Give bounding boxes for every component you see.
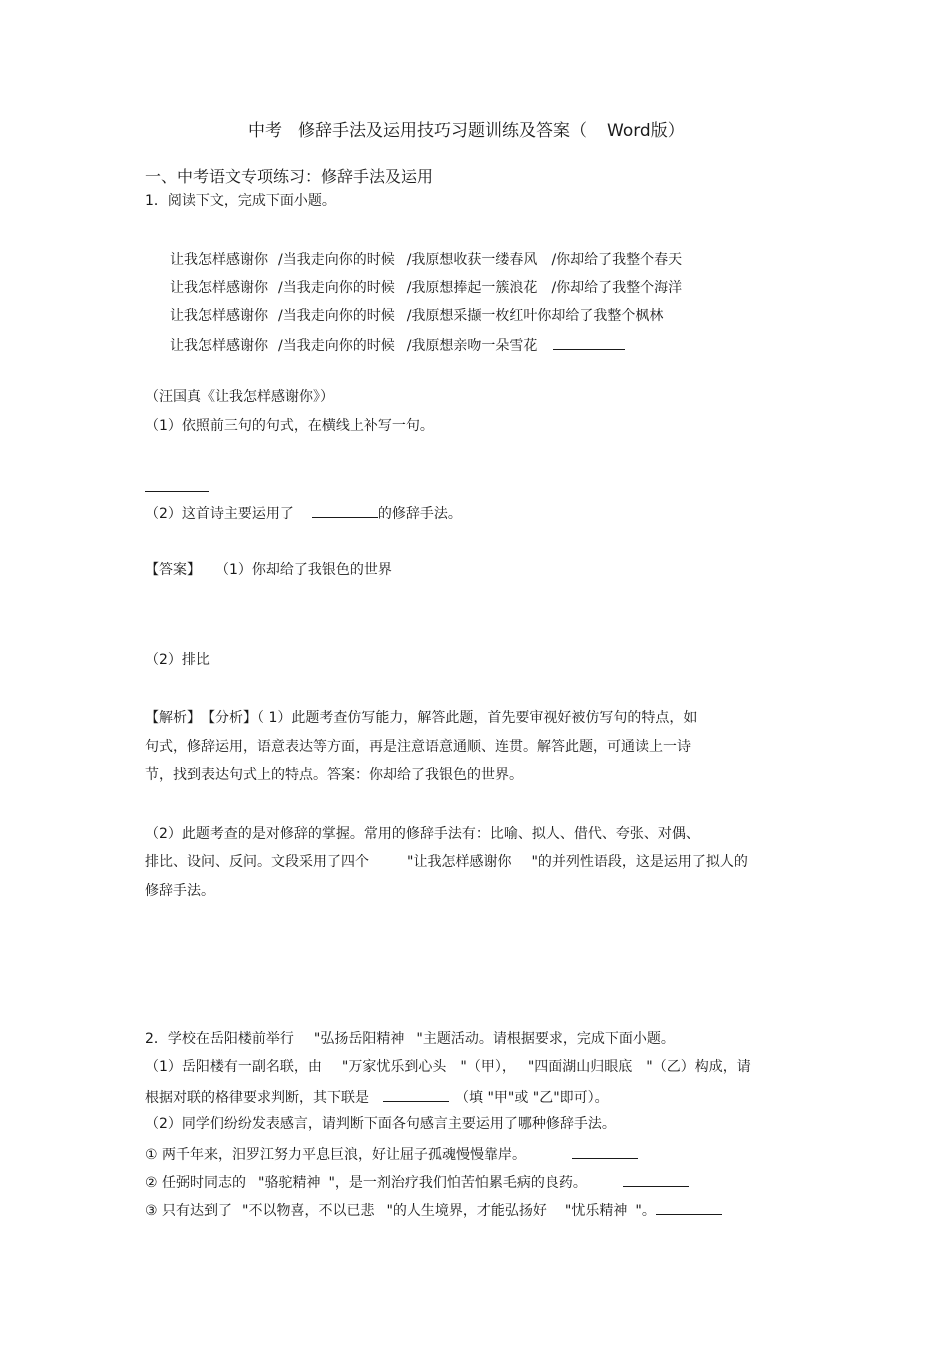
answer-tag: 【答案】 bbox=[145, 562, 201, 578]
subquestion-2-1: （1）岳阳楼有一副名联，由 "万家忧乐到心头 "（甲）， "四面湖山归眼底 "（乙）构成，请 bbox=[145, 1059, 751, 1075]
fill-blank[interactable] bbox=[553, 335, 625, 350]
poem-line-2: 让我怎样感谢你 /当我走向你的时候 /我原想捧起一簇浪花 /你却给了我整个海洋 bbox=[170, 280, 683, 296]
subquestion-1-1: （1）依照前三句的句式，在横线上补写一句。 bbox=[145, 418, 434, 434]
document-title: 中考 修辞手法及运用技巧习题训练及答案（ Word版） bbox=[248, 121, 685, 141]
item-2: ② 任弼时同志的 "骆驼精神 "，是一剂治疗我们怕苦怕累毛病的良药。 bbox=[145, 1172, 689, 1192]
poem-line-3: 让我怎样感谢你 /当我走向你的时候 /我原想采撷一枚红叶你却给了我整个枫林 bbox=[170, 308, 664, 324]
fill-blank[interactable] bbox=[145, 477, 209, 492]
fill-blank[interactable] bbox=[623, 1172, 689, 1187]
answer-2: （2）排比 bbox=[145, 652, 210, 668]
analysis-line-1: 【解析】 【分析】（ 1）此题考查仿写能力，解答此题，首先要审视好被仿写句的特点，如 bbox=[145, 710, 698, 726]
analysis-line-3: 节，找到表达句式上的特点。答案：你却给了我银色的世界。 bbox=[145, 767, 523, 783]
question-1-prompt: 1．阅读下文，完成下面小题。 bbox=[145, 193, 336, 209]
item-1: ① 两千年来，汨罗江努力平息巨浪，好让屈子孤魂慢慢靠岸。 bbox=[145, 1144, 638, 1164]
poem-source: （汪国真《让我怎样感谢你》） bbox=[145, 389, 334, 405]
subquestion-1-2: （2）这首诗主要运用了 的修辞手法。 bbox=[145, 503, 462, 523]
analysis-2-line-1: （2）此题考查的是对修辞的掌握。常用的修辞手法有：比喻、拟人、借代、夸张、对偶、 bbox=[145, 826, 700, 842]
analysis-2-line-2: 排比、设问、反问。文段采用了四个 "让我怎样感谢你 "的并列性语段，这是运用了拟人的 bbox=[145, 854, 748, 870]
poem-line-1: 让我怎样感谢你 /当我走向你的时候 /我原想收获一缕春风 /你却给了我整个春天 bbox=[170, 252, 683, 268]
answer-1: 【答案】 （1）你却给了我银色的世界 bbox=[145, 562, 392, 578]
analysis-2-line-3: 修辞手法。 bbox=[145, 883, 215, 899]
fill-blank[interactable] bbox=[312, 503, 378, 518]
section-heading: 一、中考语文专项练习：修辞手法及运用 bbox=[145, 167, 434, 186]
subquestion-2-1-cont: 根据对联的格律要求判断，其下联是 （填 "甲"或 "乙"即可）。 bbox=[145, 1087, 609, 1107]
answer-line bbox=[145, 477, 209, 497]
question-2-prompt: 2．学校在岳阳楼前举行 "弘扬岳阳精神 "主题活动。请根据要求，完成下面小题。 bbox=[145, 1031, 675, 1047]
fill-blank[interactable] bbox=[572, 1144, 638, 1159]
poem-line-4: 让我怎样感谢你 /当我走向你的时候 /我原想亲吻一朵雪花 bbox=[170, 335, 625, 355]
fill-blank[interactable] bbox=[656, 1200, 722, 1215]
subquestion-2-2: （2）同学们纷纷发表感言，请判断下面各句感言主要运用了哪种修辞手法。 bbox=[145, 1116, 616, 1132]
analysis-line-2: 句式，修辞运用，语意表达等方面，再是注意语意通顺、连贯。解答此题，可通读上一诗 bbox=[145, 739, 691, 755]
item-3: ③ 只有达到了 "不以物喜，不以已悲 "的人生境界，才能弘扬好 "忧乐精神 "。 bbox=[145, 1200, 722, 1220]
fill-blank[interactable] bbox=[383, 1087, 449, 1102]
